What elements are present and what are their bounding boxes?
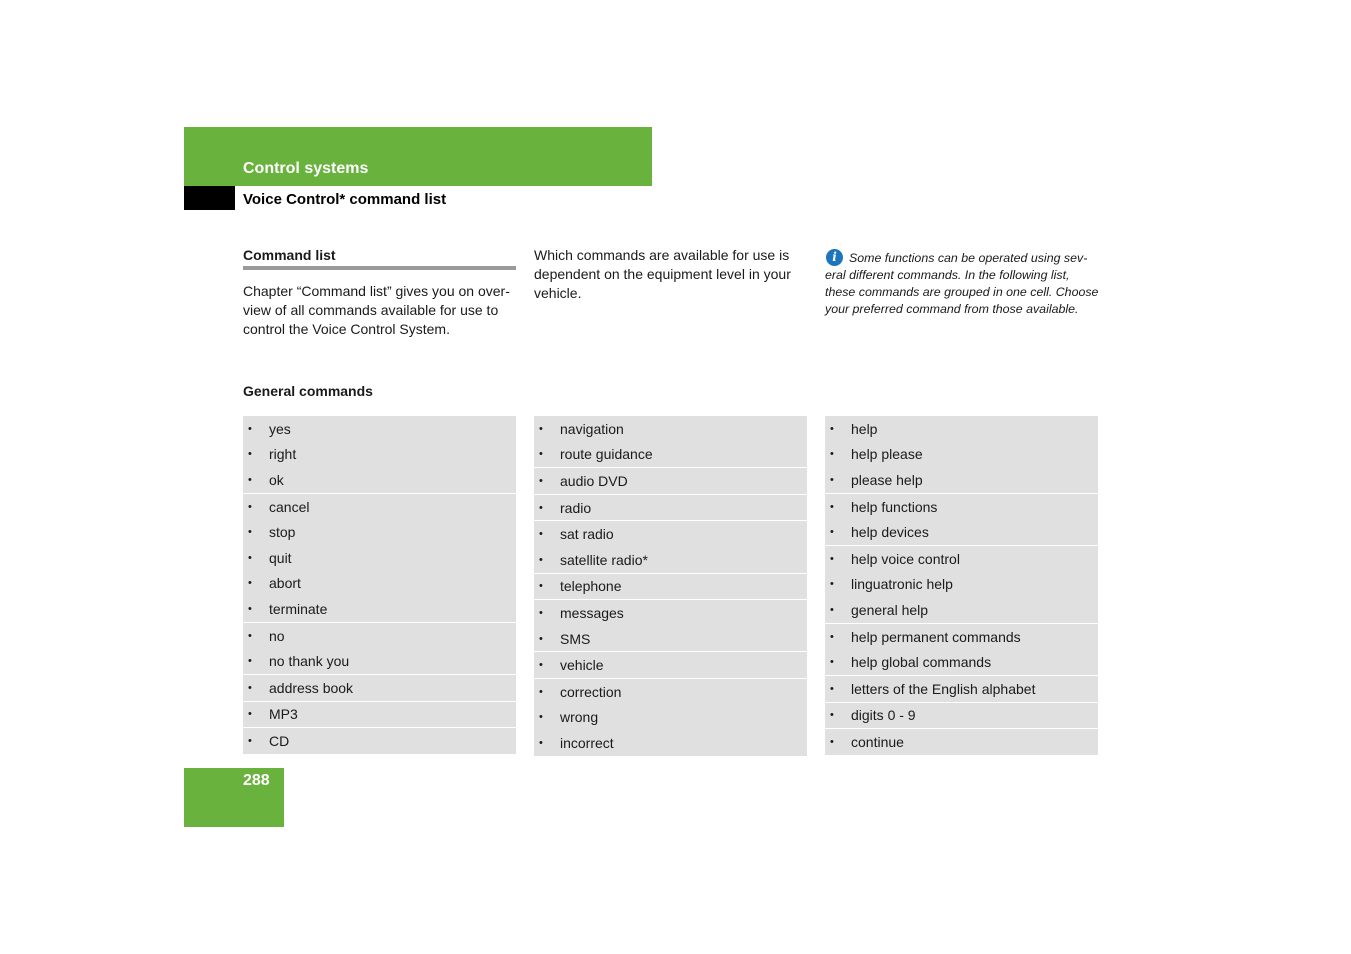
command-item bbox=[243, 702, 516, 728]
command-item bbox=[825, 597, 1098, 623]
command-text: help functions bbox=[851, 498, 938, 515]
command-item bbox=[243, 494, 516, 520]
section-title: Control systems bbox=[243, 160, 369, 177]
command-item bbox=[825, 442, 1098, 468]
general-commands-heading: General commands bbox=[243, 383, 373, 399]
command-item bbox=[243, 596, 516, 622]
bullet-icon: • bbox=[248, 551, 252, 564]
command-text: help bbox=[851, 420, 878, 437]
bullet-icon: • bbox=[539, 606, 543, 619]
command-item bbox=[534, 679, 807, 705]
command-group bbox=[534, 679, 807, 756]
command-group bbox=[534, 652, 807, 679]
command-item bbox=[243, 519, 516, 545]
bullet-icon: • bbox=[539, 632, 543, 645]
command-text: no bbox=[269, 627, 285, 644]
bullet-icon: • bbox=[248, 734, 252, 747]
command-item bbox=[825, 729, 1098, 755]
command-text: route guidance bbox=[560, 446, 653, 463]
command-item bbox=[534, 574, 807, 600]
command-item bbox=[534, 652, 807, 678]
command-group bbox=[243, 494, 516, 623]
command-group bbox=[825, 494, 1098, 546]
bullet-icon: • bbox=[830, 682, 834, 695]
command-item bbox=[534, 730, 807, 756]
bullet-icon: • bbox=[830, 473, 834, 486]
command-text: digits 0 - 9 bbox=[851, 707, 916, 724]
bullet-icon: • bbox=[830, 552, 834, 565]
bullet-icon: • bbox=[248, 422, 252, 435]
bullet-icon: • bbox=[248, 448, 252, 461]
info-note: Some functions can be operated using sev-eral different commands. In the following list, these commands are grouped in one cell. Choose your preferred command from those available. bbox=[825, 251, 1099, 316]
bullet-icon: • bbox=[248, 629, 252, 642]
bullet-icon: • bbox=[830, 603, 834, 616]
command-text: no thank you bbox=[269, 653, 350, 670]
command-item bbox=[243, 442, 516, 468]
command-group bbox=[825, 676, 1098, 703]
command-text: messages bbox=[560, 604, 624, 621]
command-group bbox=[243, 675, 516, 702]
command-text: cancel bbox=[269, 498, 310, 515]
command-text: navigation bbox=[560, 420, 624, 437]
bullet-icon: • bbox=[830, 422, 834, 435]
command-item bbox=[825, 703, 1098, 729]
command-item bbox=[243, 728, 516, 754]
bullet-icon: • bbox=[539, 685, 543, 698]
command-item bbox=[534, 416, 807, 442]
command-text: wrong bbox=[560, 709, 599, 726]
bullet-icon: • bbox=[830, 578, 834, 591]
command-item bbox=[243, 416, 516, 442]
command-item bbox=[825, 649, 1098, 675]
command-item bbox=[534, 626, 807, 652]
command-text: radio bbox=[560, 499, 592, 516]
page-number: 288 bbox=[243, 772, 270, 789]
command-text: satellite radio* bbox=[560, 551, 648, 568]
command-text: sat radio bbox=[560, 526, 614, 543]
command-text: ok bbox=[269, 471, 284, 488]
command-availability-text: Which commands are available for use is dependent on the equipment level in your vehicle. bbox=[534, 247, 791, 301]
command-item bbox=[825, 416, 1098, 442]
bullet-icon: • bbox=[248, 681, 252, 694]
bullet-icon: • bbox=[248, 655, 252, 668]
bullet-icon: • bbox=[539, 580, 543, 593]
bullet-icon: • bbox=[539, 659, 543, 672]
command-item bbox=[825, 676, 1098, 702]
command-group bbox=[534, 495, 807, 522]
command-text: yes bbox=[269, 420, 291, 437]
command-item bbox=[825, 572, 1098, 598]
command-text: help global commands bbox=[851, 654, 992, 671]
command-item bbox=[825, 519, 1098, 545]
command-column-2 bbox=[534, 416, 807, 756]
command-group bbox=[534, 521, 807, 573]
bullet-icon: • bbox=[539, 553, 543, 566]
command-group bbox=[825, 546, 1098, 624]
bullet-icon: • bbox=[830, 630, 834, 643]
bullet-icon: • bbox=[539, 528, 543, 541]
command-text: continue bbox=[851, 733, 904, 750]
command-text: incorrect bbox=[560, 734, 614, 751]
bullet-icon: • bbox=[539, 422, 543, 435]
command-item bbox=[825, 494, 1098, 520]
command-text: letters of the English alphabet bbox=[851, 680, 1036, 697]
command-group bbox=[243, 623, 516, 675]
command-text: MP3 bbox=[269, 706, 298, 723]
bullet-icon: • bbox=[539, 736, 543, 749]
command-item bbox=[243, 675, 516, 701]
command-item bbox=[243, 545, 516, 571]
command-item bbox=[243, 623, 516, 649]
command-text: address book bbox=[269, 679, 354, 696]
bullet-icon: • bbox=[830, 735, 834, 748]
bullet-icon: • bbox=[830, 526, 834, 539]
command-text: abort bbox=[269, 575, 301, 592]
command-group bbox=[825, 416, 1098, 494]
bullet-icon: • bbox=[830, 709, 834, 722]
bullet-icon: • bbox=[539, 448, 543, 461]
command-column-1 bbox=[243, 416, 516, 754]
command-group bbox=[243, 702, 516, 729]
command-item bbox=[534, 521, 807, 547]
command-item bbox=[243, 571, 516, 597]
command-text: help voice control bbox=[851, 550, 960, 567]
command-text: vehicle bbox=[560, 657, 604, 674]
command-text: right bbox=[269, 446, 297, 463]
bullet-icon: • bbox=[830, 448, 834, 461]
command-text: correction bbox=[560, 683, 622, 700]
command-item bbox=[534, 468, 807, 494]
bullet-icon: • bbox=[248, 577, 252, 590]
command-item bbox=[534, 705, 807, 731]
command-item bbox=[534, 600, 807, 626]
command-group bbox=[243, 728, 516, 754]
command-text: help devices bbox=[851, 524, 929, 541]
command-group bbox=[534, 574, 807, 601]
info-icon: i bbox=[826, 249, 843, 266]
section-marker bbox=[184, 186, 235, 210]
command-text: telephone bbox=[560, 578, 622, 595]
command-item bbox=[825, 624, 1098, 650]
command-text: SMS bbox=[560, 630, 591, 647]
command-text: help permanent commands bbox=[851, 628, 1021, 645]
command-item bbox=[534, 547, 807, 573]
command-group bbox=[534, 468, 807, 495]
heading-rule bbox=[243, 266, 516, 270]
bullet-icon: • bbox=[830, 500, 834, 513]
command-text: CD bbox=[269, 732, 290, 749]
bullet-icon: • bbox=[248, 526, 252, 539]
command-item bbox=[243, 648, 516, 674]
command-group bbox=[825, 624, 1098, 676]
command-group bbox=[825, 729, 1098, 755]
bullet-icon: • bbox=[539, 501, 543, 514]
bullet-icon: • bbox=[539, 711, 543, 724]
command-item bbox=[534, 442, 807, 468]
bullet-icon: • bbox=[539, 474, 543, 487]
command-item bbox=[825, 467, 1098, 493]
command-item bbox=[534, 495, 807, 521]
command-text: terminate bbox=[269, 600, 328, 617]
command-text: linguatronic help bbox=[851, 576, 953, 593]
command-list-heading: Command list bbox=[243, 247, 336, 263]
subsection-title: Voice Control* command list bbox=[243, 191, 447, 208]
command-group bbox=[534, 416, 807, 468]
command-group bbox=[243, 416, 516, 494]
command-item bbox=[243, 467, 516, 493]
bullet-icon: • bbox=[248, 708, 252, 721]
command-group bbox=[825, 703, 1098, 730]
command-text: audio DVD bbox=[560, 472, 628, 489]
bullet-icon: • bbox=[248, 473, 252, 486]
command-text: help please bbox=[851, 446, 923, 463]
command-list-intro: Chapter “Command list” gives you on over-view of all commands available for use to control the Voice Control System. bbox=[243, 283, 510, 337]
command-text: please help bbox=[851, 471, 923, 488]
bullet-icon: • bbox=[248, 500, 252, 513]
command-column-3 bbox=[825, 416, 1098, 755]
bullet-icon: • bbox=[248, 602, 252, 615]
command-text: general help bbox=[851, 601, 929, 618]
command-text: stop bbox=[269, 524, 296, 541]
bullet-icon: • bbox=[830, 656, 834, 669]
command-text: quit bbox=[269, 549, 292, 566]
command-item bbox=[825, 546, 1098, 572]
command-group bbox=[534, 600, 807, 652]
